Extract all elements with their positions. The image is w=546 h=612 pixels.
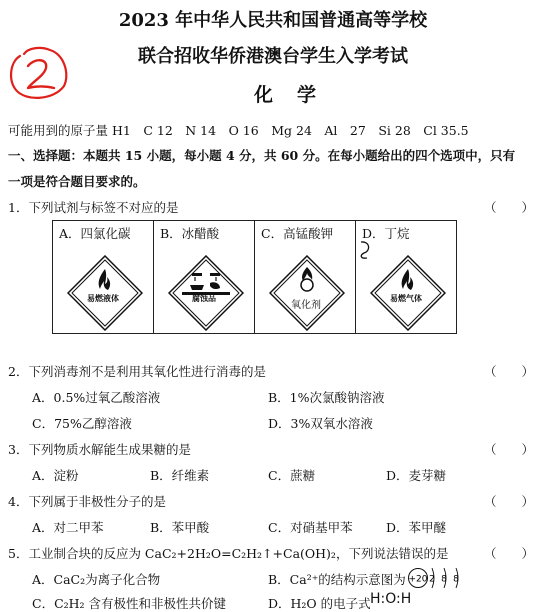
question-2-option-b: B．1%次氯酸钠溶液 bbox=[268, 390, 385, 405]
option-a-label: A．四氯化碳 bbox=[59, 226, 131, 241]
exam-title-line2: 联合招收华侨港澳台学生入学考试 bbox=[138, 46, 408, 67]
option-d-cell bbox=[356, 221, 457, 334]
question-3-option-d: D．麦芽糖 bbox=[386, 468, 447, 483]
option-a-cell bbox=[53, 221, 154, 334]
question-5-option-d: D．H₂O 的电子式 bbox=[268, 596, 371, 611]
exam-title-line1: 2023 年中华人民共和国普通高等学校 bbox=[118, 10, 428, 31]
question-1-stem: 1．下列试剂与标签不对应的是 bbox=[8, 200, 179, 215]
hazard-label-table bbox=[52, 220, 457, 334]
question-2-option-d: D．3%双氧水溶液 bbox=[268, 416, 373, 431]
question-1-answer-paren: （ ） bbox=[484, 200, 535, 215]
option-c-label: C．高锰酸钾 bbox=[261, 226, 334, 241]
question-3-option-b: B．纤维素 bbox=[150, 468, 210, 483]
question-4-option-a: A．对二甲苯 bbox=[32, 520, 104, 535]
question-2-option-a: A．0.5%过氧乙酸溶液 bbox=[32, 390, 161, 405]
corrosive-text: 腐蚀品 bbox=[192, 294, 216, 303]
flammable-liquid-text: 易燃液体 bbox=[87, 294, 119, 303]
question-5-option-a: A．CaC₂为离子化合物 bbox=[32, 572, 161, 587]
handwritten-2-scribble bbox=[6, 44, 70, 102]
question-5-stem: 5．工业制合块的反应为 CaC₂+2H₂O=C₂H₂↑+Ca(OH)₂，下列说法错误的是 bbox=[8, 546, 449, 561]
question-4-option-c: C．对硝基甲苯 bbox=[268, 520, 353, 535]
question-3-option-c: C．蔗糖 bbox=[268, 468, 316, 483]
question-4-stem: 4．下列属于非极性分子的是 bbox=[8, 494, 166, 509]
question-2-answer-paren: （ ） bbox=[484, 364, 535, 379]
ca-ion-structure-diagram bbox=[407, 565, 467, 591]
flammable-gas-text: 易燃气体 bbox=[390, 294, 422, 303]
question-4-option-d: D．苯甲醚 bbox=[386, 520, 447, 535]
oxidizer-icon bbox=[269, 255, 345, 331]
question-4-answer-paren: （ ） bbox=[484, 494, 535, 509]
subject-title: 化学 bbox=[253, 84, 340, 106]
question-2-option-c: C．75%乙醇溶液 bbox=[32, 416, 132, 431]
section-instruction-line2: 一项是符合题目要求的。 bbox=[8, 174, 146, 189]
question-3-answer-paren: （ ） bbox=[484, 442, 535, 457]
option-b-cell bbox=[154, 221, 255, 334]
handwritten-check-mark bbox=[358, 239, 374, 261]
question-3-option-a: A．淀粉 bbox=[32, 468, 79, 483]
ca-shell-3: 8 bbox=[453, 574, 459, 585]
oxidizer-text: 氧化剂 bbox=[291, 300, 321, 311]
question-5-option-b: B．Ca²⁺的结构示意图为 bbox=[268, 572, 406, 587]
h2o-electron-formula: H:O:H bbox=[370, 591, 412, 607]
question-2-stem: 2．下列消毒剂不是利用其氧化性进行消毒的是 bbox=[8, 364, 266, 379]
question-5-option-c: C．C₂H₂ 含有极性和非极性共价键 bbox=[32, 596, 227, 611]
ca-nucleus-charge: +20 bbox=[408, 574, 428, 585]
question-3-stem: 3．下列物质水解能生成果糖的是 bbox=[8, 442, 191, 457]
question-5-answer-paren: （ ） bbox=[484, 546, 535, 561]
ca-shell-2: 8 bbox=[441, 574, 447, 585]
ca-shell-1: 2 bbox=[429, 574, 435, 585]
atomic-masses: 可能用到的原子量 H1 C 12 N 14 O 16 Mg 24 Al 27 Si 28 Cl 35.5 bbox=[8, 123, 469, 138]
option-b-label: B．冰醋酸 bbox=[160, 226, 220, 241]
option-d-label: D．丁烷 bbox=[362, 226, 410, 241]
option-c-cell bbox=[255, 221, 356, 334]
section-instruction-line1: 一、选择题：本题共 15 小题，每小题 4 分，共 60 分。在每小题给出的四个选项中，只有 bbox=[8, 148, 516, 163]
question-4-option-b: B．苯甲酸 bbox=[150, 520, 210, 535]
